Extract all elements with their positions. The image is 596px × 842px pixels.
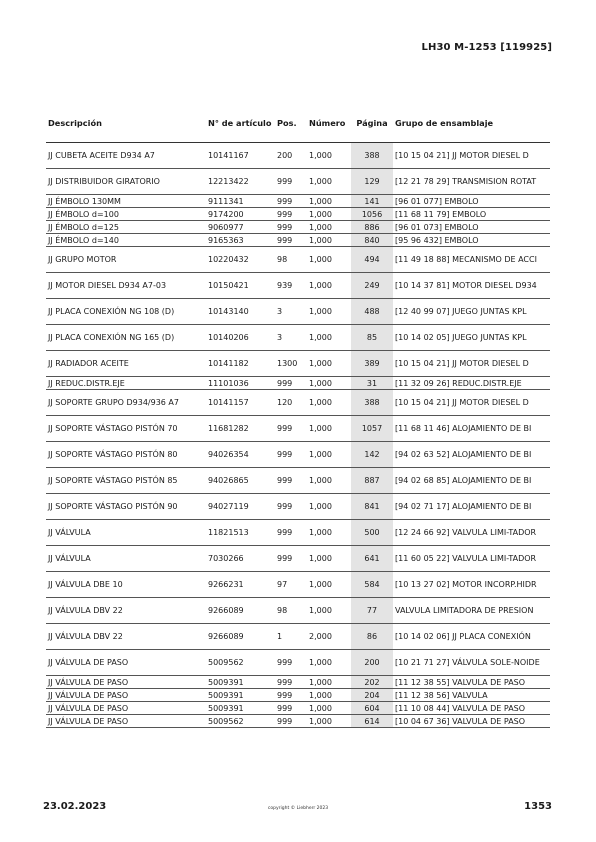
column-header-pos: Pos. bbox=[275, 115, 307, 143]
table-row bbox=[46, 325, 550, 351]
row-numero: 1,000 bbox=[307, 377, 351, 390]
row-numero: 1,000 bbox=[307, 273, 351, 299]
row-descripcion: JJ SOPORTE GRUPO D934/936 A7 bbox=[46, 390, 206, 416]
table-row bbox=[46, 273, 550, 299]
row-descripcion: JJ VÁLVULA DE PASO bbox=[46, 676, 206, 689]
document-title: LH30 M-1253 [119925] bbox=[421, 42, 552, 53]
row-pos: 3 bbox=[275, 325, 307, 351]
row-pagina: 488 bbox=[351, 299, 393, 325]
column-header-numero: Número bbox=[307, 115, 351, 143]
row-pos: 97 bbox=[275, 572, 307, 598]
row-articulo: 9266089 bbox=[206, 598, 275, 624]
row-pagina: 500 bbox=[351, 520, 393, 546]
row-numero: 2,000 bbox=[307, 624, 351, 650]
row-pagina: 200 bbox=[351, 650, 393, 676]
row-descripcion: JJ VÁLVULA DBV 22 bbox=[46, 598, 206, 624]
row-grupo: [11 12 38 56] VALVULA bbox=[393, 689, 550, 702]
row-numero: 1,000 bbox=[307, 702, 351, 715]
table-row bbox=[46, 221, 550, 234]
row-descripcion: JJ RADIADOR ACEITE bbox=[46, 351, 206, 377]
column-header-descripcion: Descripción bbox=[46, 115, 206, 143]
row-pos: 999 bbox=[275, 442, 307, 468]
table-row bbox=[46, 195, 550, 208]
row-grupo: VALVULA LIMITADORA DE PRESION bbox=[393, 598, 550, 624]
table-row bbox=[46, 572, 550, 598]
row-articulo: 11101036 bbox=[206, 377, 275, 390]
table-row bbox=[46, 377, 550, 390]
row-pos: 999 bbox=[275, 234, 307, 247]
row-grupo: [10 14 02 05] JUEGO JUNTAS KPL bbox=[393, 325, 550, 351]
row-descripcion: JJ REDUC.DISTR.EJE bbox=[46, 377, 206, 390]
parts-table bbox=[46, 115, 550, 728]
table-row bbox=[46, 650, 550, 676]
row-descripcion: JJ SOPORTE VÁSTAGO PISTÓN 70 bbox=[46, 416, 206, 442]
table-row bbox=[46, 624, 550, 650]
row-grupo: [11 68 11 46] ALOJAMIENTO DE BI bbox=[393, 416, 550, 442]
row-pagina: 604 bbox=[351, 702, 393, 715]
table-row bbox=[46, 689, 550, 702]
row-pos: 999 bbox=[275, 208, 307, 221]
row-numero: 1,000 bbox=[307, 299, 351, 325]
row-numero: 1,000 bbox=[307, 247, 351, 273]
row-grupo: [94 02 71 17] ALOJAMIENTO DE BI bbox=[393, 494, 550, 520]
row-articulo: 11821513 bbox=[206, 520, 275, 546]
row-descripcion: JJ VÁLVULA DE PASO bbox=[46, 689, 206, 702]
row-pos: 999 bbox=[275, 650, 307, 676]
table-row bbox=[46, 247, 550, 273]
row-grupo: [12 21 78 29] TRANSMISION ROTAT bbox=[393, 169, 550, 195]
row-pos: 999 bbox=[275, 468, 307, 494]
row-pos: 999 bbox=[275, 715, 307, 728]
footer-date: 23.02.2023 bbox=[43, 801, 107, 812]
row-pos: 3 bbox=[275, 299, 307, 325]
row-pagina: 389 bbox=[351, 351, 393, 377]
row-articulo: 9266231 bbox=[206, 572, 275, 598]
row-numero: 1,000 bbox=[307, 715, 351, 728]
row-descripcion: JJ SOPORTE VÁSTAGO PISTÓN 85 bbox=[46, 468, 206, 494]
row-pagina: 85 bbox=[351, 325, 393, 351]
row-numero: 1,000 bbox=[307, 689, 351, 702]
row-articulo: 10140206 bbox=[206, 325, 275, 351]
row-articulo: 5009391 bbox=[206, 689, 275, 702]
table-row bbox=[46, 416, 550, 442]
row-grupo: [10 14 37 81] MOTOR DIESEL D934 bbox=[393, 273, 550, 299]
row-numero: 1,000 bbox=[307, 169, 351, 195]
row-descripcion: JJ SOPORTE VÁSTAGO PISTÓN 90 bbox=[46, 494, 206, 520]
row-pagina: 141 bbox=[351, 195, 393, 208]
row-grupo: [10 13 27 02] MOTOR INCORP.HIDR bbox=[393, 572, 550, 598]
table-row bbox=[46, 351, 550, 377]
table-row bbox=[46, 169, 550, 195]
column-header-pagina: Página bbox=[351, 115, 393, 143]
row-pos: 999 bbox=[275, 195, 307, 208]
row-descripcion: JJ VÁLVULA bbox=[46, 546, 206, 572]
row-articulo: 5009562 bbox=[206, 715, 275, 728]
row-pagina: 641 bbox=[351, 546, 393, 572]
table-row bbox=[46, 390, 550, 416]
row-descripcion: JJ PLACA CONEXIÓN NG 108 (D) bbox=[46, 299, 206, 325]
table-row bbox=[46, 234, 550, 247]
row-grupo: [11 12 38 55] VALVULA DE PASO bbox=[393, 676, 550, 689]
footer-copyright: copyright © Liebherr 2023 bbox=[267, 806, 329, 811]
row-pagina: 1057 bbox=[351, 416, 393, 442]
row-articulo: 10143140 bbox=[206, 299, 275, 325]
row-articulo: 9266089 bbox=[206, 624, 275, 650]
row-descripcion: JJ ÉMBOLO d=125 bbox=[46, 221, 206, 234]
row-numero: 1,000 bbox=[307, 520, 351, 546]
row-pos: 999 bbox=[275, 702, 307, 715]
table-row bbox=[46, 208, 550, 221]
row-descripcion: JJ ÉMBOLO 130MM bbox=[46, 195, 206, 208]
table-row bbox=[46, 598, 550, 624]
row-descripcion: JJ VÁLVULA DE PASO bbox=[46, 650, 206, 676]
row-descripcion: JJ GRUPO MOTOR bbox=[46, 247, 206, 273]
row-articulo: 9060977 bbox=[206, 221, 275, 234]
row-pagina: 388 bbox=[351, 390, 393, 416]
table-row bbox=[46, 702, 550, 715]
row-articulo: 5009391 bbox=[206, 702, 275, 715]
row-grupo: [11 60 05 22] VALVULA LIMI-TADOR bbox=[393, 546, 550, 572]
row-articulo: 11681282 bbox=[206, 416, 275, 442]
row-pagina: 614 bbox=[351, 715, 393, 728]
row-grupo: [94 02 68 85] ALOJAMIENTO DE BI bbox=[393, 468, 550, 494]
row-numero: 1,000 bbox=[307, 143, 351, 169]
row-numero: 1,000 bbox=[307, 221, 351, 234]
row-numero: 1,000 bbox=[307, 390, 351, 416]
row-pagina: 584 bbox=[351, 572, 393, 598]
table-row bbox=[46, 546, 550, 572]
row-pos: 999 bbox=[275, 494, 307, 520]
row-grupo: [11 49 18 88] MECANISMO DE ACCI bbox=[393, 247, 550, 273]
row-grupo: [94 02 63 52] ALOJAMIENTO DE BI bbox=[393, 442, 550, 468]
row-descripcion: JJ MOTOR DIESEL D934 A7-03 bbox=[46, 273, 206, 299]
row-grupo: [96 01 073] EMBOLO bbox=[393, 221, 550, 234]
row-articulo: 5009391 bbox=[206, 676, 275, 689]
row-descripcion: JJ VÁLVULA DE PASO bbox=[46, 715, 206, 728]
row-pos: 999 bbox=[275, 520, 307, 546]
row-numero: 1,000 bbox=[307, 416, 351, 442]
table-row bbox=[46, 143, 550, 169]
row-numero: 1,000 bbox=[307, 234, 351, 247]
row-descripcion: JJ VÁLVULA DBE 10 bbox=[46, 572, 206, 598]
row-articulo: 10220432 bbox=[206, 247, 275, 273]
row-pagina: 77 bbox=[351, 598, 393, 624]
row-pos: 999 bbox=[275, 221, 307, 234]
row-numero: 1,000 bbox=[307, 676, 351, 689]
row-pos: 939 bbox=[275, 273, 307, 299]
table-row bbox=[46, 520, 550, 546]
row-numero: 1,000 bbox=[307, 572, 351, 598]
row-articulo: 7030266 bbox=[206, 546, 275, 572]
table-row bbox=[46, 715, 550, 728]
row-pos: 98 bbox=[275, 598, 307, 624]
table-row bbox=[46, 299, 550, 325]
row-grupo: [10 15 04 21] JJ MOTOR DIESEL D bbox=[393, 390, 550, 416]
row-articulo: 94027119 bbox=[206, 494, 275, 520]
row-grupo: [10 21 71 27] VÁLVULA SOLE-NOIDE bbox=[393, 650, 550, 676]
row-grupo: [11 32 09 26] REDUC.DISTR.EJE bbox=[393, 377, 550, 390]
row-grupo: [10 15 04 21] JJ MOTOR DIESEL D bbox=[393, 351, 550, 377]
row-pagina: 204 bbox=[351, 689, 393, 702]
row-descripcion: JJ DISTRIBUIDOR GIRATORIO bbox=[46, 169, 206, 195]
table-header-row bbox=[46, 115, 550, 143]
row-numero: 1,000 bbox=[307, 208, 351, 221]
table-row bbox=[46, 442, 550, 468]
row-articulo: 12213422 bbox=[206, 169, 275, 195]
row-numero: 1,000 bbox=[307, 351, 351, 377]
row-pagina: 249 bbox=[351, 273, 393, 299]
row-descripcion: JJ CUBETA ACEITE D934 A7 bbox=[46, 143, 206, 169]
row-grupo: [10 15 04 21] JJ MOTOR DIESEL D bbox=[393, 143, 550, 169]
row-grupo: [95 96 432] EMBOLO bbox=[393, 234, 550, 247]
row-grupo: [12 40 99 07] JUEGO JUNTAS KPL bbox=[393, 299, 550, 325]
row-articulo: 94026354 bbox=[206, 442, 275, 468]
row-pagina: 142 bbox=[351, 442, 393, 468]
row-articulo: 94026865 bbox=[206, 468, 275, 494]
row-pagina: 388 bbox=[351, 143, 393, 169]
row-pos: 1300 bbox=[275, 351, 307, 377]
row-descripcion: JJ VÁLVULA DBV 22 bbox=[46, 624, 206, 650]
row-grupo: [10 14 02 06] JJ PLACA CONEXIÓN bbox=[393, 624, 550, 650]
row-pos: 120 bbox=[275, 390, 307, 416]
table-row bbox=[46, 494, 550, 520]
row-descripcion: JJ ÉMBOLO d=140 bbox=[46, 234, 206, 247]
row-numero: 1,000 bbox=[307, 546, 351, 572]
row-descripcion: JJ VÁLVULA DE PASO bbox=[46, 702, 206, 715]
row-grupo: [11 10 08 44] VALVULA DE PASO bbox=[393, 702, 550, 715]
row-articulo: 10141167 bbox=[206, 143, 275, 169]
row-articulo: 10141182 bbox=[206, 351, 275, 377]
row-numero: 1,000 bbox=[307, 650, 351, 676]
row-descripcion: JJ ÉMBOLO d=100 bbox=[46, 208, 206, 221]
row-pos: 999 bbox=[275, 377, 307, 390]
row-pos: 200 bbox=[275, 143, 307, 169]
row-articulo: 5009562 bbox=[206, 650, 275, 676]
row-grupo: [12 24 66 92] VALVULA LIMI-TADOR bbox=[393, 520, 550, 546]
footer-page-number: 1353 bbox=[524, 801, 552, 812]
row-pagina: 129 bbox=[351, 169, 393, 195]
row-pagina: 887 bbox=[351, 468, 393, 494]
row-pos: 999 bbox=[275, 169, 307, 195]
row-pos: 999 bbox=[275, 416, 307, 442]
row-articulo: 10141157 bbox=[206, 390, 275, 416]
row-pagina: 841 bbox=[351, 494, 393, 520]
row-pagina: 1056 bbox=[351, 208, 393, 221]
row-numero: 1,000 bbox=[307, 468, 351, 494]
column-header-articulo: N° de artículo bbox=[206, 115, 275, 143]
row-numero: 1,000 bbox=[307, 442, 351, 468]
row-grupo: [10 04 67 36] VALVULA DE PASO bbox=[393, 715, 550, 728]
row-descripcion: JJ SOPORTE VÁSTAGO PISTÓN 80 bbox=[46, 442, 206, 468]
row-descripcion: JJ VÁLVULA bbox=[46, 520, 206, 546]
row-articulo: 10150421 bbox=[206, 273, 275, 299]
table-body bbox=[46, 143, 550, 728]
row-numero: 1,000 bbox=[307, 195, 351, 208]
row-pagina: 494 bbox=[351, 247, 393, 273]
row-descripcion: JJ PLACA CONEXIÓN NG 165 (D) bbox=[46, 325, 206, 351]
row-pagina: 840 bbox=[351, 234, 393, 247]
column-header-grupo: Grupo de ensamblaje bbox=[393, 115, 550, 143]
row-grupo: [11 68 11 79] EMBOLO bbox=[393, 208, 550, 221]
row-articulo: 9165363 bbox=[206, 234, 275, 247]
row-numero: 1,000 bbox=[307, 598, 351, 624]
row-pos: 999 bbox=[275, 689, 307, 702]
row-pos: 98 bbox=[275, 247, 307, 273]
table-row bbox=[46, 676, 550, 689]
row-pos: 999 bbox=[275, 676, 307, 689]
row-numero: 1,000 bbox=[307, 494, 351, 520]
row-pos: 1 bbox=[275, 624, 307, 650]
row-articulo: 9111341 bbox=[206, 195, 275, 208]
row-pos: 999 bbox=[275, 546, 307, 572]
row-pagina: 86 bbox=[351, 624, 393, 650]
row-pagina: 886 bbox=[351, 221, 393, 234]
row-numero: 1,000 bbox=[307, 325, 351, 351]
row-grupo: [96 01 077] EMBOLO bbox=[393, 195, 550, 208]
row-pagina: 202 bbox=[351, 676, 393, 689]
row-articulo: 9174200 bbox=[206, 208, 275, 221]
table-row bbox=[46, 468, 550, 494]
row-pagina: 31 bbox=[351, 377, 393, 390]
